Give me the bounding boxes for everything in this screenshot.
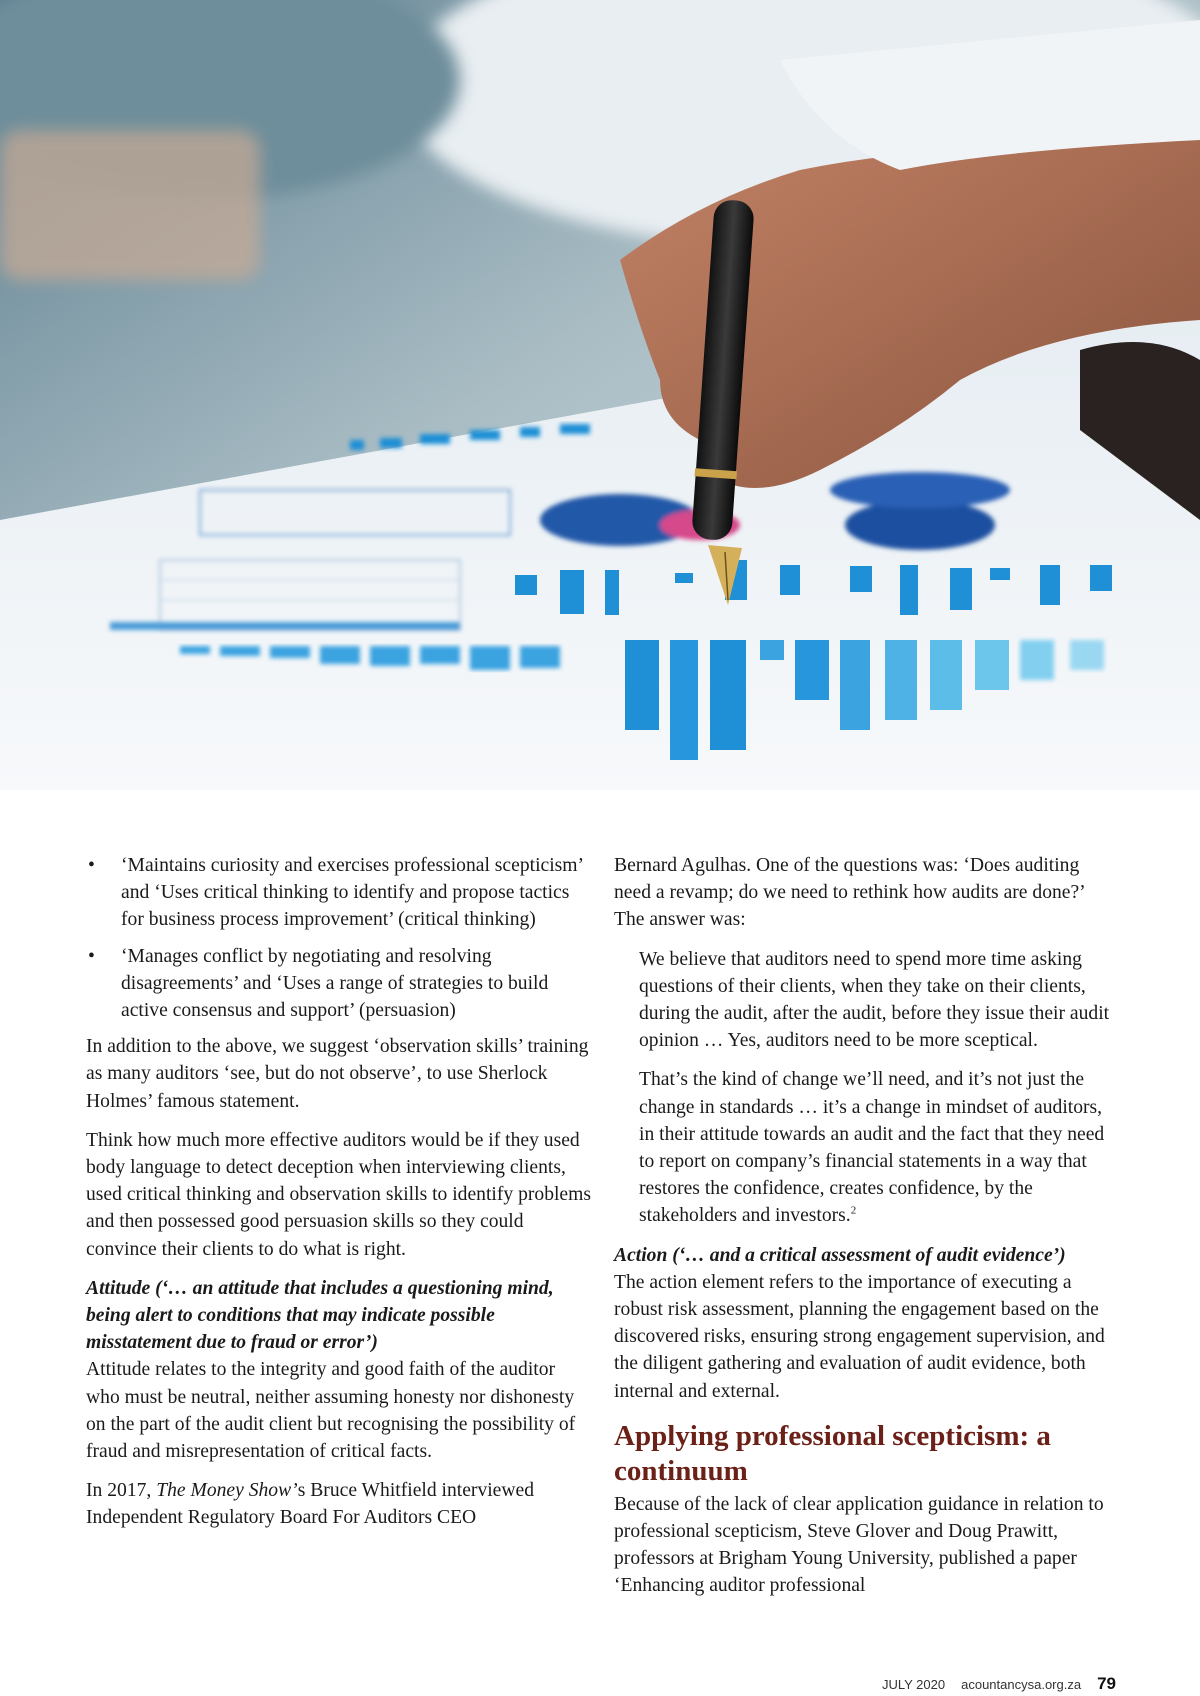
attitude-paragraph: Attitude relates to the integrity and good faith of the auditor who must be neutral, neither assuming honesty nor dishonesty on the part of the audit client but recognising the possibility of fraud and misrepresentation of critical facts. — [86, 1359, 576, 1463]
continuum-paragraph: Because of the lack of clear application guidance in relation to professional scepticism, Steve Glover and Doug Prawitt, professors at Brigham Young University, published a paper ‘Enhancing auditor professional — [614, 1493, 1104, 1597]
left-column — [86, 852, 592, 1544]
list-item-text: ‘Manages conflict by negotiating and resolving disagreements’ and ‘Uses a range of strategies to build active consensus and support’ (persuasion) — [121, 945, 549, 1022]
observation-skills-paragraph: In addition to the above, we suggest ‘observation skills’ training as many auditors ‘see, but do not observe’, to use Sherlock Holmes’ famous statement. — [86, 1036, 589, 1112]
interview-quote — [614, 946, 1116, 1230]
interview-paragraph: Bernard Agulhas. One of the questions was: ‘Does auditing need a revamp; do we need to rethink how audits are done?’ The answer was: — [614, 855, 1085, 931]
bullet-icon: • — [88, 945, 95, 967]
list-item — [86, 943, 592, 1025]
quote-paragraph-1: We believe that auditors need to spend more time asking questions of their clients, when they take on their clients, during the audit, after the audit, before they issue their audit opinion … Yes, auditors need to be more sceptical. — [639, 948, 1110, 1052]
money-show-intro: In 2017, — [86, 1480, 157, 1502]
action-paragraph: The action element refers to the importance of executing a robust risk assessment, planning the engagement based on the discovered risks, ensuring strong engagement supervision, and the diligent gathering and evaluation of audit evidence, both internal and external. — [614, 1271, 1105, 1402]
website: acountancysa.org.za — [961, 1677, 1082, 1692]
list-item-text: ‘Maintains curiosity and exercises professional scepticism’ and ‘Uses critical thinking to identify and propose tactics for business process improvement’ (critical thinking) — [121, 855, 583, 931]
attitude-subheading: Attitude (‘… an attitude that includes a questioning mind, being alert to conditions that may indicate possible misstatement due to fraud or error’) — [86, 1277, 554, 1354]
page-footer — [882, 1674, 1116, 1694]
hero-illustration — [0, 0, 1200, 790]
quote-text: That’s the kind of change we’ll need, and it’s not just the change in standards … it’s a change in mindset of auditors, in their attitude towards an audit and the fact that they need to report on company’s financial statements in a way that restores the confidence, creates confidence, by the stakeholders and investors. — [639, 1069, 1105, 1227]
effective-auditors-paragraph: Think how much more effective auditors would be if they used body language to detect deception when interviewing clients, used critical thinking and observation skills to identify problems and then possessed good persuasion skills so they could convince their clients to do what is right. — [86, 1129, 591, 1260]
bullet-icon: • — [88, 855, 95, 876]
desk-item-blur — [0, 130, 260, 280]
page-number: 79 — [1097, 1674, 1116, 1693]
money-show-paragraph — [86, 1477, 592, 1531]
list-item — [86, 852, 592, 934]
show-title: The Money Show’ — [156, 1480, 298, 1502]
right-column — [614, 852, 1116, 1612]
quote-paragraph-2 — [639, 1066, 1116, 1229]
action-subheading: Action (‘… and a critical assessment of audit evidence’) — [614, 1244, 1066, 1266]
competency-list — [86, 852, 592, 1024]
issue-date: JULY 2020 — [881, 1677, 946, 1692]
section-heading: Applying professional scepticism: a continuum — [614, 1419, 1051, 1487]
hero-photo — [0, 0, 1200, 790]
footnote-marker: 2 — [850, 1204, 857, 1217]
money-show-rest: s Bruce Whitfield interviewed Independent Regulatory Board For Auditors CEO — [86, 1480, 535, 1529]
